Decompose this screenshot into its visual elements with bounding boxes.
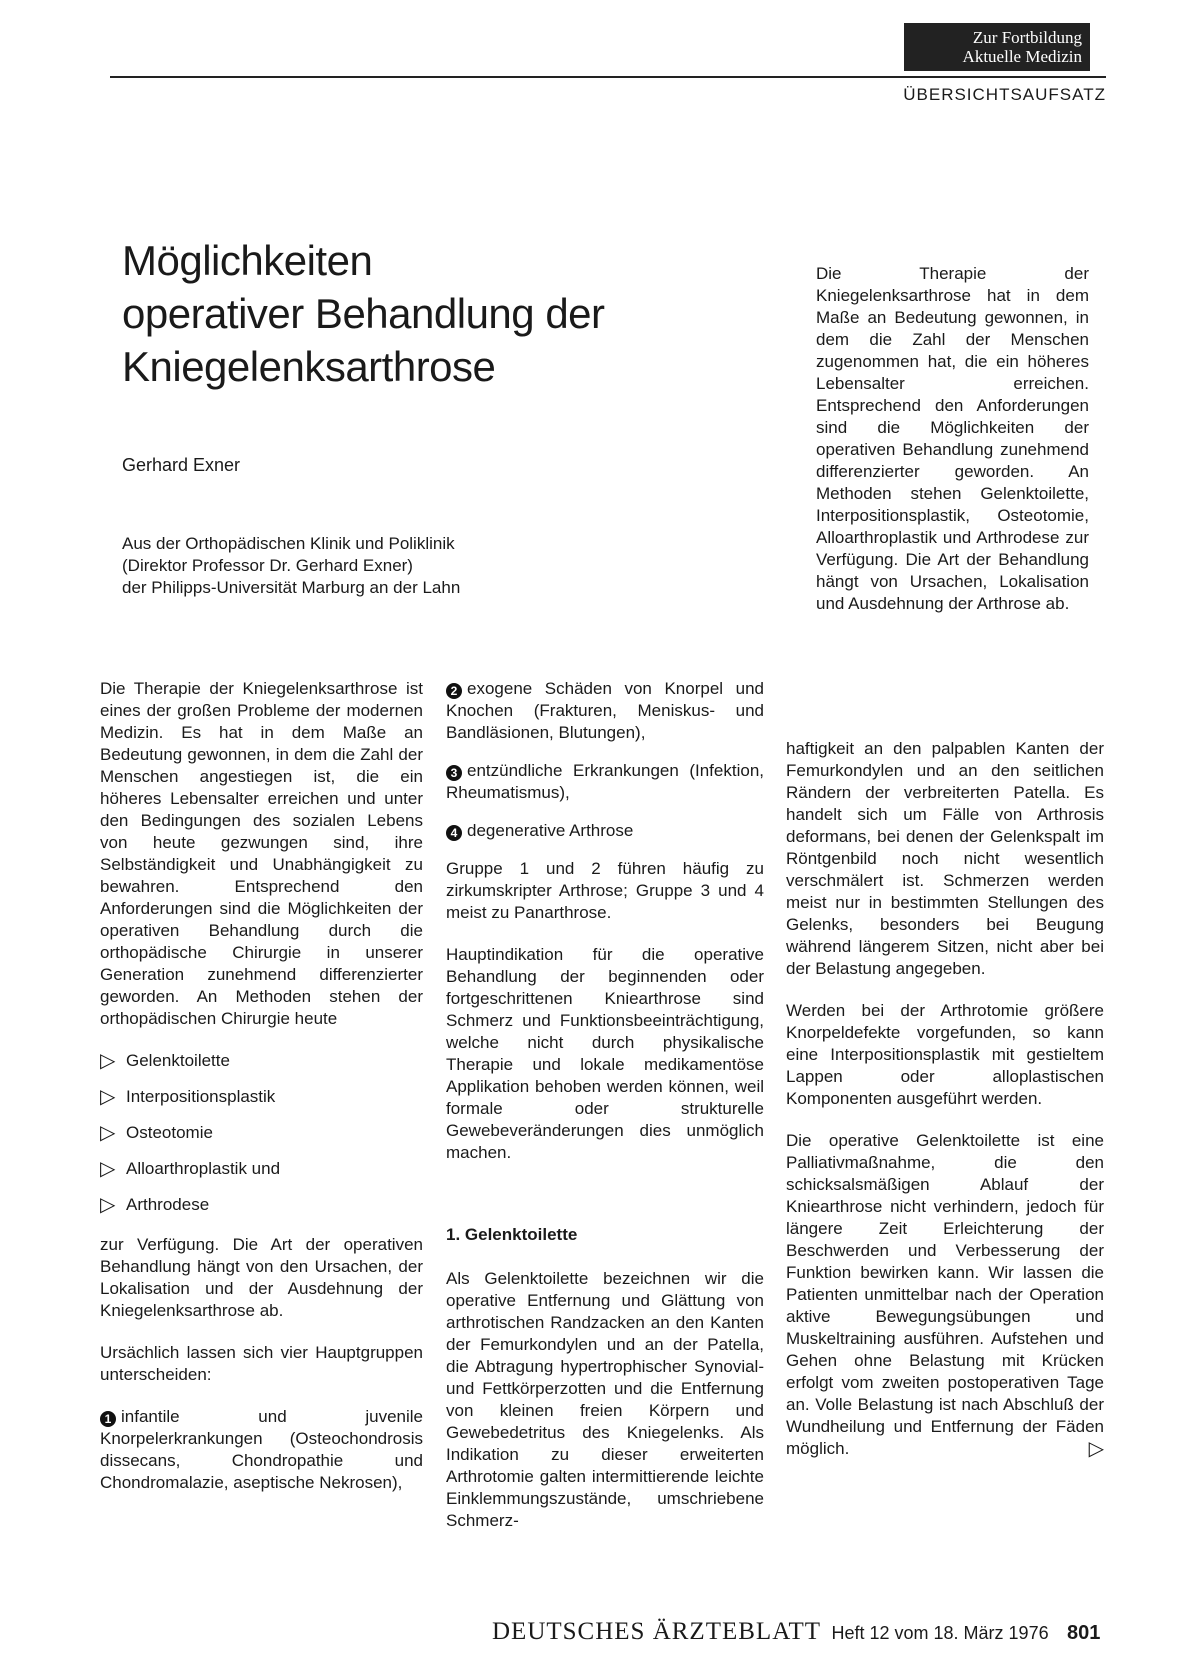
- number-3-icon: 3: [446, 765, 462, 781]
- paragraph: zur Verfügung. Die Art der operativen Behandlung hängt von den Ursachen, der Lokalisation und der Ausdehnung der Kniegelenksarthrose ab.: [100, 1235, 423, 1320]
- continue-arrow-icon: ▷: [1088, 1438, 1104, 1460]
- affiliation-line-2: (Direktor Professor Dr. Gerhard Exner): [122, 556, 413, 575]
- section-label: ÜBERSICHTSAUFSATZ: [903, 85, 1106, 104]
- section-heading: 1. Gelenktoilette: [446, 1225, 578, 1244]
- column-2: [446, 678, 764, 1552]
- tag-line-2: Aktuelle Medizin: [962, 47, 1082, 66]
- list-item: ▷ Interpositionsplastik: [100, 1086, 276, 1108]
- paragraph: Ursächlich lassen sich vier Hauptgruppen unterscheiden:: [100, 1343, 423, 1384]
- triangle-bullet-icon: ▷: [100, 1122, 116, 1144]
- title-line-3: Kniegelenksarthrose: [122, 343, 496, 390]
- issue-info: Heft 12 vom 18. März 1976: [831, 1623, 1049, 1643]
- triangle-bullet-icon: ▷: [100, 1158, 116, 1180]
- paragraph: Als Gelenktoilette bezeichnen wir die operative Entfernung und Glättung von arthrotischen Randzacken an den Kanten der Femurkondylen und an der Patella, die Abtragung hypertrophischer Synovial- und Fettkörperzotten und die Entfernung von kleinen freien Körpern und Gewebedetritus des Kniegelenks. Als Indikation zu dieser erweiterten Arthrotomie galten intermittierende leichte Einklemmungszustände, umschriebene Schmerz-: [446, 1269, 764, 1530]
- numbered-item: 1 infantile und juvenile Knorpelerkrankungen (Osteochondrosis dissecans, Chondropathie und Chondromalazie, aseptische Nekrosen),: [100, 1407, 423, 1492]
- list-item: ▷ Arthrodese: [100, 1194, 210, 1216]
- number-4-icon: 4: [446, 825, 462, 841]
- footer: [492, 1618, 1100, 1646]
- column-1: [100, 678, 423, 1514]
- list-item: ▷ Alloarthroplastik und: [100, 1158, 281, 1180]
- column-3: [786, 738, 1104, 1480]
- paragraph: Gruppe 1 und 2 führen häufig zu zirkumskripter Arthrose; Gruppe 3 und 4 meist zu Panarthrose.: [446, 859, 764, 922]
- affiliation: [122, 533, 460, 599]
- numbered-item: 2 exogene Schäden von Knorpel und Knochen (Frakturen, Meniskus- und Bandläsionen, Blutungen),: [446, 679, 764, 742]
- article-title: [122, 234, 605, 393]
- title-line-2: operativer Behandlung der: [122, 290, 605, 337]
- triangle-bullet-icon: ▷: [100, 1086, 116, 1108]
- affiliation-line-1: Aus der Orthopädischen Klinik und Poliklinik: [122, 534, 455, 553]
- title-line-1: Möglichkeiten: [122, 237, 373, 284]
- list-item: ▷ Osteotomie: [100, 1122, 213, 1144]
- abstract: Die Therapie der Kniegelenksarthrose hat in dem Maße an Bedeutung gewonnen, in dem die Zahl der Menschen zugenommen hat, die ein höheres Lebensalter erreichen. Entsprechend den Anforderungen sind die Möglichkeiten der operativen Behandlung zunehmend differenzierter geworden. An Methoden stehen Gelenktoilette, Interpositionsplastik, Osteotomie, Alloarthroplastik und Arthrodese zur Verfügung. Die Art der Behandlung hängt von Ursachen, Lokalisation und Ausdehnung der Arthrose ab.: [816, 264, 1089, 613]
- triangle-bullet-icon: ▷: [100, 1194, 116, 1216]
- tag-line-1: Zur Fortbildung: [972, 28, 1082, 47]
- number-1-icon: 1: [100, 1411, 116, 1427]
- list-item: ▷ Gelenktoilette: [100, 1050, 230, 1072]
- journal-name: DEUTSCHES ÄRZTEBLATT: [492, 1618, 822, 1645]
- header-rule: [110, 76, 1106, 78]
- numbered-item: 3 entzündliche Erkrankungen (Infektion, Rheumatismus),: [446, 761, 764, 802]
- page-number: 801: [1067, 1622, 1101, 1644]
- author: Gerhard Exner: [122, 455, 241, 475]
- section-tag: [904, 23, 1090, 71]
- numbered-item: 4 degenerative Arthrose: [446, 820, 764, 842]
- affiliation-line-3: der Philipps-Universität Marburg an der Lahn: [122, 578, 461, 597]
- paragraph: Hauptindikation für die operative Behandlung der beginnenden oder fortgeschrittenen Kniearthrose sind Schmerz und Funktionsbeeinträchtigung, welche nicht durch physikalische Therapie und lokale medikamentöse Applikation behoben werden können, weil formale oder strukturelle Gewebeveränderungen dies unmöglich machen.: [446, 945, 764, 1162]
- number-2-icon: 2: [446, 683, 462, 699]
- triangle-bullet-icon: ▷: [100, 1050, 116, 1072]
- paragraph: haftigkeit an den palpablen Kanten der Femurkondylen und an den seitlichen Rändern der verbreiterten Patella. Es handelt sich um Fälle von Arthrosis deformans, bei denen der Gelenkspalt im Röntgenbild noch nicht wesentlich verschmälert ist. Schmerzen werden meist nur in bestimmten Stellungen des Gelenks, besonders bei Beugung während längerem Sitzen, nicht aber bei der Belastung angegeben.: [786, 739, 1104, 978]
- paragraph: Werden bei der Arthrotomie größere Knorpeldefekte vorgefunden, so kann eine Interpositionsplastik mit gestieltem Lappen oder alloplastischen Komponenten ausgeführt werden.: [786, 1001, 1104, 1108]
- paragraph: Die Therapie der Kniegelenksarthrose ist eines der großen Probleme der modernen Medizin. Es hat in dem Maße an Bedeutung gewonnen, in dem die Zahl der Menschen angestiegen ist, die ein höheres Lebensalter erreichen und unter den Bedingungen des sozialen Lebens von heute gezwungen sind, ihre Selbständigkeit und Unabhängigkeit zu bewahren. Entsprechend den Anforderungen sind die Möglichkeiten der operativen Behandlung durch die orthopädische Chirurgie in unserer Generation zunehmend differenzierter geworden. An Methoden stehen der orthopädischen Chirurgie heute: [100, 679, 423, 1028]
- paragraph: Die operative Gelenktoilette ist eine Palliativmaßnahme, die den schicksalsmäßigen Ablauf der Kniearthrose nicht verhindern, jedoch für längere Zeit Erleichterung der Beschwerden und Verbesserung der Funktion bewirken kann. Wir lassen die Patienten unmittelbar nach der Operation aktive Bewegungsübungen und Muskeltraining ausführen. Aufstehen und Gehen ohne Belastung mit Krücken erfolgt vom zweiten postoperativen Tage an. Volle Belastung ist nach Abschluß der Wundheilung und Entfernung der Fäden möglich. ▷: [786, 1131, 1104, 1460]
